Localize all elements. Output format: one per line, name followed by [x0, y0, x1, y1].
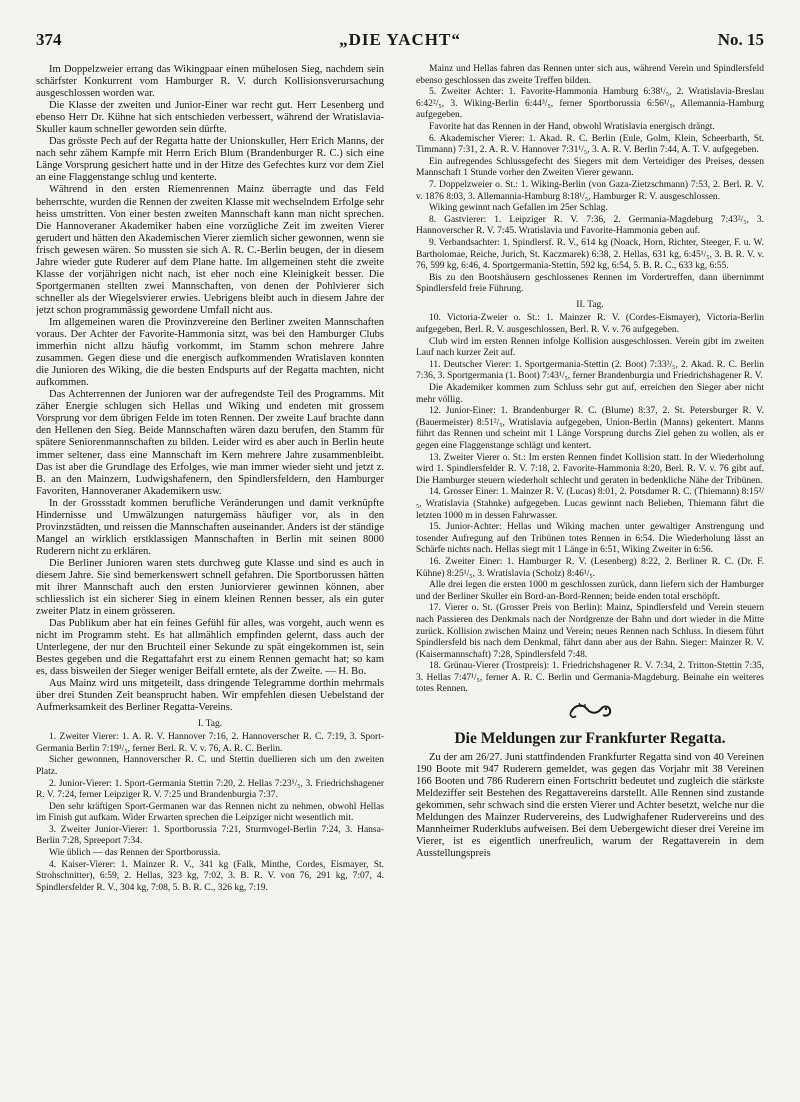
result-comment: Favorite hat das Rennen in der Hand, obwohl Wratislavia energisch drängt.	[429, 121, 715, 132]
result-comment: Wiking gewinnt nach Gefallen im 25er Schlag.	[429, 203, 608, 214]
result-comment: Ein aufregendes Schlussgefecht des Siegers mit dem Verteidiger des Preises, dessen Mannschaft 1 Stunde vorher den Zweiten Vierer gewann.	[416, 156, 764, 179]
report-paragraph: Die Berliner Junioren waren stets durchweg gute Klasse und sind es auch in diesem Jahre. Sie sind bemerkenswert schnell gefahren. Die Sportborussen hätten mit ihrer Mannschaft auch den ersten Juniorvierer gewinnen können, aber schliesslich ist ein sicherer Sieg in einem kleinen Rennen besser, als ein guter zweiter Platz in einem grösseren.	[36, 557, 384, 618]
report-paragraph: Im allgemeinen waren die Provinzvereine den Berliner zweiten Mannschaften voraus. Der Achter der Favorite-Hammonia sitzt, was bei den Hamburger Clubs immerhin nicht allzu häufig vorkommt, im Stamm schon mehrere Jahre zusammen. Gegen diese und die energisch aufkommenden Wratislaven konnten die Junioren des Wiking, die die besten Endspurts auf der Regatta machten, nicht aufkommen.	[36, 316, 384, 389]
result-entry: 12. Junior-Einer: 1. Brandenburger R. C. (Blume) 8:37, 2. St. Petersburger R. V. (Bauermeister) 8:51²/₅, Wratislavia aufgegeben, Union-Berlin (Manns) gekentert. Manns führt das Rennen und scheint mit 1 Länge Vorsprung durchs Ziel gehen zu wollen, als er gegen eine Flaggenstange schlägt und kentert.	[416, 406, 764, 451]
result-entry: 17. Vierer o. St. (Grosser Preis von Berlin): Mainz, Spindlersfeld und Verein steuern nach Passieren des Denkmals nach der Nordgrenze der Bahn und dort wieder in die Mitte zurück. Kollision zwischen Mainz und Verein; neues Rennen nach Schluss. In diesem führt Spindlersfeld bis nach dem Denkmal, fährt dann aber aus der Bahn. Sieger: Mainzer R. V. (Kaisermannschaft) 7:28, Spindlersfeld 7:48.	[416, 603, 764, 660]
result-entry: 13. Zweiter Vierer o. St.: Im ersten Rennen findet Kollision statt. In der Wiederholung wird 1. Spindlersfelder R. V. 7:18, 2. Favorite-Hammonia 8:20, Berl. R. V. v. 76 gibt auf. Die Hamburger steuern wiederholt schlecht und geraten in bedenkliche Nähe der Tribünen.	[416, 452, 764, 486]
result-comment: Die Akademiker kommen zum Schluss sehr gut auf, erreichen den Sieger aber nicht mehr völlig.	[416, 383, 764, 405]
page-header	[36, 30, 764, 56]
result-comment: Bis zu den Bootshäusern geschlossenes Rennen im Vordertreffen, dann übernimmt Spindlersfeld freie Führung.	[416, 272, 764, 295]
day1-heading: I. Tag.	[197, 718, 223, 729]
report-paragraph: Das Publikum aber hat ein feines Gefühl für alles, was vorgeht, auch wenn es nicht im Programm steht. Es hat allmählich empfinden gelernt, dass auch der Unterlegene, der nur den Bruchteil einer Sekunde zu spät eingekommen ist, sein Bestes gegeben und die Regattafahrt erst zu einem Rennen gemacht hat; so kam es, dass bisweilen der Sieger weniger Beifall erntete, als der Zweite. — H. Bo.	[36, 618, 384, 678]
seahorse-fish-ornament-icon	[416, 700, 764, 727]
result-comment: Den sehr kräftigen Sport-Germanen war das Rennen nicht zu nehmen, obwohl Hellas im Finish gut aufkam. Wider Erwarten sprechen die Leipziger nicht wesentlich mit.	[36, 801, 384, 824]
right-column	[416, 64, 764, 1084]
report-paragraph: Das Achterrennen der Junioren war der aufregendste Teil des Programms. Mit zäher Energie schlugen sich Hellas und Wiking und endeten mit grossem Vorsprung vor dem übrigen Felde im toten Rennen. Der zweite Lauf brachte dann den Hellenen den Sieg. Beide Mannschaften wären dazu berufen, den Stamm für spätere Seniorenmannschaften zu bilden. Leider wird es aber auch in Berlin heute immer seltener, dass eine Mannschaft im Kern mehrere Jahre zusammenbleibt. Das ist aber die Grundlage des Erfolges, wie man immer wieder sieht und jetzt z. B. an den Mainzern, Ludwigshafenern, den Spindlersfeldern, den Hamburger Favoriten, Hannoveraner Akademikern usw.	[36, 389, 384, 497]
report-paragraph: Im Doppelzweier errang das Wikingpaar einen mühelosen Sieg, nachdem sein schärfster Konkurrent vom Hamburger R. V. durch Kollisionsverursachung ausgeschlossen worden war.	[36, 64, 384, 100]
article-title: Die Meldungen zur Frankfurter Regatta.	[454, 730, 726, 748]
result-comment: Alle drei legen die ersten 1000 m geschlossen zurück, dann liefern sich der Hamburger und der Berliner Skuller ein Bord-an-Bord-Rennen; beide enden total erschöpft.	[416, 580, 764, 602]
result-entry: 4. Kaiser-Vierer: 1. Mainzer R. V., 341 kg (Falk, Minthe, Cordes, Eismayer, St. Strohschnitter), 6:59, 2. Hellas, 323 kg, 7:02, 3. B. R. V. von 76, 291 kg, 7:07, 4. Spindlersfelder R. V., 304 kg, 7:08, 5. B. R. C., 326 kg, 7:19.	[36, 859, 384, 893]
result-entry: 3. Zweiter Junior-Vierer: 1. Sportborussia 7:21, Sturmvogel-Berlin 7:24, 3. Hansa-Berlin 7:28, Spreeport 7:34.	[36, 824, 384, 847]
report-paragraph: Das grösste Pech auf der Regatta hatte der Unionskuller, Herr Erich Manns, der nach sehr zähem Kampfe mit Herrn Erich Blum (Brandenburger R. C.) sich eine Länge Vorsprung gesichert hatte und in der Hitze des Gefechtes kurz vor dem Ziel an eine Flaggenstange schlug und kenterte.	[36, 136, 384, 184]
result-entry: 14. Grosser Einer: 1. Mainzer R. V. (Lucas) 8:01, 2. Potsdamer R. C. (Thiemann) 8:15²/₅, Wratislavia (Stahnke) aufgegeben. Lucas gewinnt nach Belieben, Thiemann fährt die letzten 1000 m in dessen Fahrwasser.	[416, 487, 764, 521]
result-entry: 16. Zweiter Einer: 1. Hamburger R. V. (Lesenberg) 8:22, 2. Berliner R. C. (Dr. F. Kühne) 8:25¹/₅, 3. Wratislavia (Scholz) 8:46¹/₅.	[416, 556, 764, 579]
result-comment: Club wird im ersten Rennen infolge Kollision ausgeschlossen. Verein gibt im zweiten Lauf nach kurzer Zeit auf.	[416, 336, 764, 359]
left-column	[36, 64, 384, 1084]
result-entry: 9. Verbandsachter: 1. Spindlersf. R. V., 614 kg (Noack, Horn, Richter, Steeger, F. u. W. Bartholomae, Reiche, Jurich, St. Kaczmarek) 6:38, 2. Hellas, 631 kg, 6:45¹/₅, 3. B. R. V. v. 76, 599 kg, 6:46, 4. Sportgermania-Stettin, 592 kg, 6:54, 5. B. R. C., 633 kg, 6:55.	[416, 237, 764, 272]
day1-results	[36, 719, 384, 895]
report-paragraph: Während in den ersten Riemenrennen Mainz überragte und das Feld beherrschte, wurden die Rennen der zweiten Klasse mit wechselndem Erfolge sehr heiss umstritten. Von einer besten zweiten Mannschaft kann man nicht sprechen. Die Hannoveraner Akademiker haben eine vorzügliche Zeit im zweiten Vierer gerudert und hätten den Akademischen Vierer ziemlich sicher gewonnen, wenn sie frisch gewesen wären. So mussten sie sich A. R. C.-Berlin beugen, der in diesem Jahre wieder gute Ruderer auf dem Plane hatte. Im allgemeinen steht die zweite Klasse der vorjährigen nicht nach, ist eher noch eine Kleinigkeit besser. Die Sportgermanen stellten zwei Mannschaften, von denen der Pohlvierer sich schneller als der Wiegelsvierer erwies. Uebrigens bleibt auch in diesem Jahre der jetzt schon programmässig gewordene Umfall nicht aus.	[36, 184, 384, 316]
regatta-report	[36, 64, 384, 715]
page-number: 374	[36, 30, 62, 49]
result-entry: 6. Akademischer Vierer: 1. Akad. R. C. Berlin (Eule, Golm, Klein, Scheerbarth, St. Timmann) 7:31, 2. A. R. V. Hannover 7:31¹/₅, 3. A. R. V. Berlin 7:44, A. T. V. aufgegeben.	[416, 133, 764, 156]
result-entry: 5. Zweiter Achter: 1. Favorite-Hammonia Hamburg 6:38¹/₅, 2. Wratislavia-Breslau 6:42²/₅, 3. Wiking-Berlin 6:44³/₅, ferner Sportborussia 6:56¹/₅, Allemannia-Hamburg aufgegeben.	[416, 87, 764, 121]
journal-title: „DIE YACHT“	[339, 30, 461, 49]
report-paragraph: In der Grossstadt kommen berufliche Veränderungen und damit verknüpfte Hindernisse und Umwälzungen naturgemäss häufiger vor, als in den Provinzstädten, und reissen die Mannschaften auseinander. Anders ist der ständige Mangel an wirklich erstklassigen Mannschaften in Berlin mit seinen 8000 Ruderern nicht zu erklären.	[36, 497, 384, 557]
report-paragraph: Die Klasse der zweiten und Junior-Einer war recht gut. Herr Lesenberg und ebenso Herr Dr. Kühne hat sich entschieden verbessert, während der Wratislavia-Skuller kaum schneller geworden sein dürfte.	[36, 100, 384, 136]
result-entry: 15. Junior-Achter: Hellas und Wiking machen unter gewaltiger Anstrengung und tosender Aufregung auf den Tribünen totes Rennen in 6:54. Die Wiederholung lässt an Schärfe nichts nach. Hellas siegt mit 1 Länge in 6:51, Wiking Zweiter in 6:56.	[416, 522, 764, 556]
result-entry: 18. Grünau-Vierer (Trostpreis): 1. Friedrichshagener R. V. 7:34, 2. Tritton-Stettin 7:35, 3. Hellas 7:47¹/₅, ferner A. R. C. Berlin und Germania-Magdeburg. Beinahe ein weiteres totes Rennen.	[416, 661, 764, 695]
result-entry: 10. Victoria-Zweier o. St.: 1. Mainzer R. V. (Cordes-Eismayer), Victoria-Berlin aufgegeben, Berl. R. V. ausgeschlossen, Berl. R. V. v. 76 aufgegeben.	[416, 313, 764, 336]
result-entry: 7. Doppelzweier o. St.: 1. Wiking-Berlin (von Gaza-Zietzschmann) 7:53, 2. Berl. R. V. v. 1876 8:03, 3. Allemannia-Hamburg 8:18¹/₅, Hamburger R. V. ausgeschlossen.	[416, 179, 764, 202]
frankfurt-article	[416, 752, 764, 860]
article-paragraph: Zu der am 26/27. Juni stattfindenden Frankfurter Regatta sind von 40 Vereinen 190 Boote mit 947 Ruderern gemeldet, was gegen das Vorjahr mit 38 Vereinen 166 Booten und 786 Ruderern einen Fortschritt bedeutet und zugleich die stärkste Meldeziffer seit Bestehen des Regattavereins darstellt. Alle Rennen sind zustande gekommen, sehr schwach sind die ersten Vierer und Achter besetzt, welche nur die Meldungen des Mainzer Rudervereins, des Ludwighafener Rudervereins und des Mannheimer Ruderklubs aufweisen. Bei dem Uebergewicht dieser drei Vereine im Vierer, ist es eigentlich unerfreulich, warum der Regattaverein in dem Ausstellungspreis	[416, 752, 764, 860]
result-entry: 8. Gastvierer: 1. Leipziger R. V. 7:36, 2. Germania-Magdeburg 7:43²/₅, 3. Hannoverscher R. V. 7:45. Wratislavia und Favorite-Hammonia geben auf.	[416, 214, 764, 237]
result-entry: 2. Junior-Vierer: 1. Sport-Germania Stettin 7:20, 2. Hellas 7:23¹/₅, 3. Friedrichshagener R. V. 7:24, ferner Leipziger R. V. 7:25 und Brandenburgia 7:37.	[36, 778, 384, 801]
result-comment: Sicher gewonnen, Hannoverscher R. C. und Stettin duellieren sich um den zweiten Platz.	[36, 755, 384, 777]
result-comment: Wie üblich — das Rennen der Sportborussia.	[49, 848, 221, 859]
result-entry: 1. Zweiter Vierer: 1. A. R. V. Hannover 7:16, 2. Hannoverscher R. C. 7:19, 3. Sport-Germania Berlin 7:19¹/₅, ferner Berl. R. V. v. 76, A. R. C. Berlin.	[36, 732, 384, 754]
result-comment: Mainz und Hellas fahren das Rennen unter sich aus, während Verein und Spindlersfeld ebenso geschlossen das zweite Treffen bilden.	[416, 64, 764, 86]
issue-number: No. 15	[717, 30, 764, 49]
day2-heading: II. Tag.	[576, 299, 604, 310]
results-continued	[416, 64, 764, 696]
result-entry: 11. Deutscher Vierer: 1. Sportgermania-Stettin (2. Boot) 7:33³/₅, 2. Akad. R. C. Berlin 7:36, 3. Sportgermania (1. Boot) 7:43¹/₅, ferner Brandenburgia und Friedrichshagener R. V.	[416, 359, 764, 382]
report-paragraph: Aus Mainz wird uns mitgeteilt, dass dringende Telegramme dorthin mehrmals über drei Stunden Zeit beansprucht haben. Wir empfehlen diesen Uebelstand der Aufmerksamkeit des Berliner Regatta-Vereins.	[36, 678, 384, 714]
